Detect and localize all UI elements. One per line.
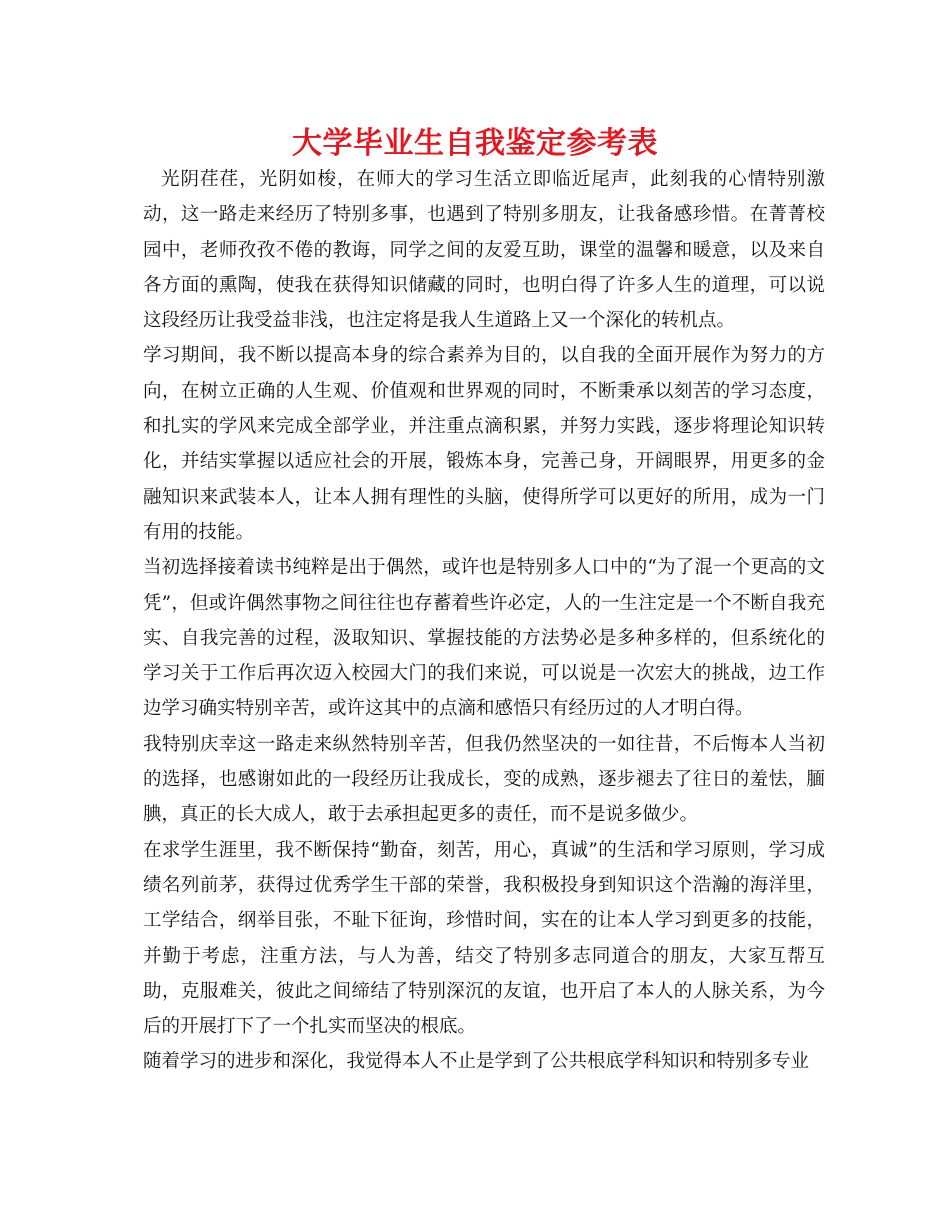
paragraph-3: 当初选择接着读书纯粹是出于偶然，或许也是特别多人口中的“为了混一个更高的文凭”，但或许偶然事物之间往往也存蓄着些许必定，人的一生注定是一个不断自我充实、自我完善的过程，汲取知识、掌握技能的方法势必是多种多样的，但系统化的学习关于工作后再次迈入校园大门的我们来说，可以说是一次宏大的挑战，边工作边学习确实特别辛苦，或许这其中的点滴和感悟只有经历过的人才明白得。 [143, 557, 825, 720]
document-body [143, 162, 825, 1080]
paragraph-4: 我特别庆幸这一路走来纵然特别辛苦，但我仍然坚决的一如往昔，不后悔本人当初的选择，也感谢如此的一段经历让我成长，变的成熟，逐步褪去了往日的羞怯，腼腆，真正的长大成人，敢于去承担起更多的责任，而不是说多做少。 [143, 733, 825, 826]
paragraph-1: 光阴荏荏，光阴如梭，在师大的学习生活立即临近尾声，此刻我的心情特别激动，这一路走来经历了特别多事，也遇到了特别多朋友，让我备感珍惜。在菁菁校园中，老师孜孜不倦的教诲，同学之间的友爱互助，课堂的温馨和暖意，以及来自各方面的熏陶，使我在获得知识储藏的同时，也明白得了许多人生的道理，可以说这段经历让我受益非浅，也注定将是我人生道路上又一个深化的转机点。 [143, 169, 825, 332]
paragraph-2: 学习期间，我不断以提高本身的综合素养为目的，以自我的全面开展作为努力的方向，在树立正确的人生观、价值观和世界观的同时，不断秉承以刻苦的学习态度，和扎实的学风来完成全部学业，并注重点滴积累，并努力实践，逐步将理论知识转化，并结实掌握以适应社会的开展，锻炼本身，完善己身，开阔眼界，用更多的金融知识来武装本人，让本人拥有理性的头脑，使得所学可以更好的所用，成为一门有用的技能。 [143, 345, 825, 543]
paragraph-6: 随着学习的进步和深化，我觉得本人不止是学到了公共根底学科知识和特别多专业 [143, 1051, 810, 1073]
document-title: 大学毕业生自我鉴定参考表 [292, 126, 658, 161]
paragraph-5: 在求学生涯里，我不断保持“勤奋，刻苦，用心，真诚”的生活和学习原则，学习成绩名列前茅，获得过优秀学生干部的荣誉，我积极投身到知识这个浩瀚的海洋里，工学结合，纲举目张，不耻下征询，珍惜时间，实在的让本人学习到更多的技能，并勤于考虑，注重方法，与人为善，结交了特别多志同道合的朋友，大家互帮互助，克服难关，彼此之间缔结了特别深沉的友谊，也开启了本人的人脉关系，为今后的开展打下了一个扎实而坚决的根底。 [143, 839, 825, 1038]
